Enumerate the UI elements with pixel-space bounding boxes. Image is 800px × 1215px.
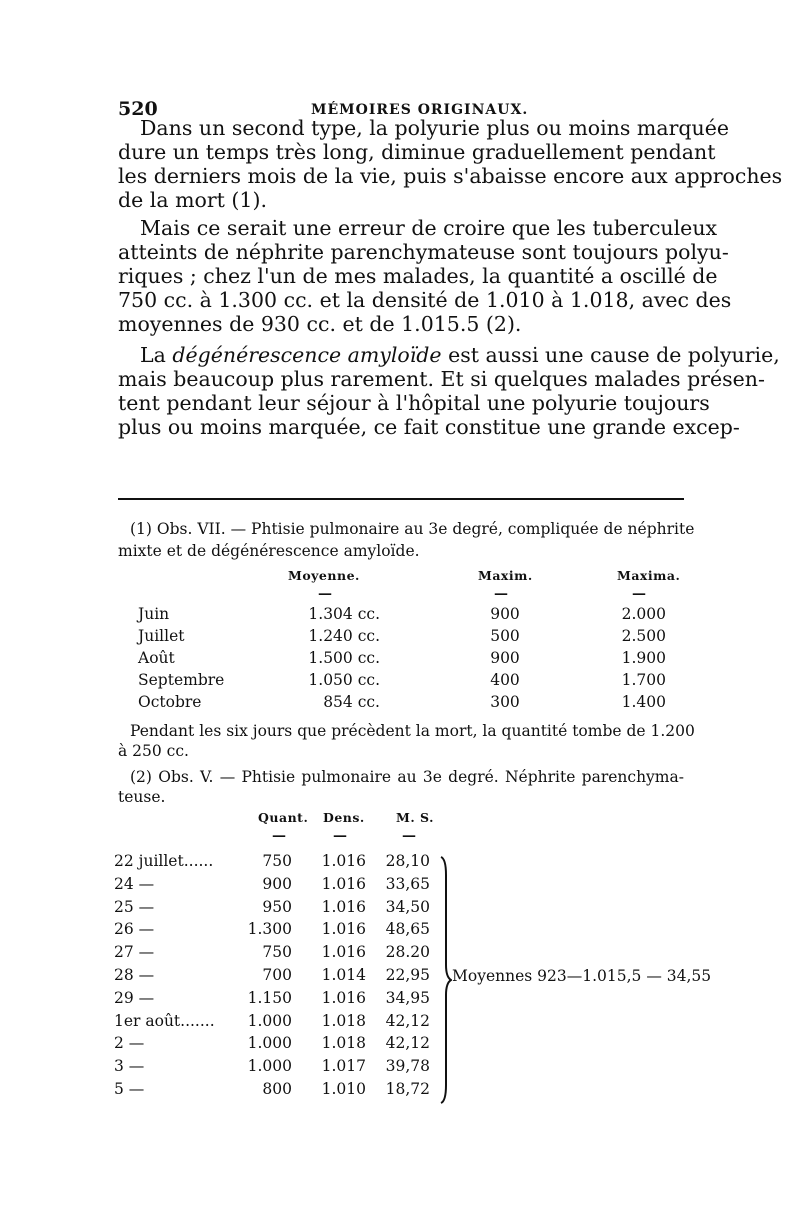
- footnote-2-line: teuse.: [118, 788, 166, 806]
- moyennes-summary: Moyennes 923—1.015,5 — 34,55: [452, 967, 712, 985]
- maxim-cell: 900: [490, 605, 520, 623]
- body-line: 750 cc. à 1.300 cc. et la densité de 1.010 à 1.018, avec des: [118, 288, 732, 312]
- quant-cell: 750: [262, 852, 292, 870]
- page-number: 520: [118, 98, 158, 120]
- body-line: plus ou moins marquée, ce fait constitue une grande excep-: [118, 415, 740, 439]
- col-dens: Dens.: [323, 810, 365, 825]
- dens-cell: 1.018: [321, 1012, 366, 1030]
- date-cell: 27 —: [114, 943, 155, 961]
- month-cell: Octobre: [138, 693, 202, 711]
- moyenne-cell: 1.304 cc.: [308, 605, 380, 623]
- footnote-1-after: à 250 cc.: [118, 742, 189, 760]
- footnote-rule: [118, 498, 684, 500]
- footnote-2-line: (2) Obs. V. — Phtisie pulmonaire au 3e degré. Néphrite parenchyma-: [130, 768, 684, 786]
- footnote-1-line: (1) Obs. VII. — Phtisie pulmonaire au 3e degré, compliquée de néphrite: [130, 520, 695, 538]
- date-cell: 25 —: [114, 898, 155, 916]
- ms-cell: 48,65: [385, 920, 430, 938]
- maxima-cell: 2.500: [621, 627, 666, 645]
- body-line: mais beaucoup plus rarement. Et si quelques malades présen-: [118, 367, 765, 391]
- date-cell: 24 —: [114, 875, 155, 893]
- quant-cell: 700: [262, 966, 292, 984]
- col-maxima: Maxima.: [617, 568, 681, 583]
- ms-cell: 33,65: [385, 875, 430, 893]
- ms-cell: 22,95: [385, 966, 430, 984]
- ms-cell: 42,12: [385, 1034, 430, 1052]
- running-title: MÉMOIRES ORIGINAUX.: [311, 102, 529, 118]
- dens-cell: 1.016: [321, 852, 366, 870]
- quant-cell: 750: [262, 943, 292, 961]
- maxim-cell: 500: [490, 627, 520, 645]
- dens-cell: 1.016: [321, 920, 366, 938]
- quant-cell: 1.000: [247, 1057, 292, 1075]
- moyenne-cell: 1.240 cc.: [308, 627, 380, 645]
- month-cell: Juillet: [138, 627, 185, 645]
- month-cell: Juin: [138, 605, 170, 623]
- dens-cell: 1.018: [321, 1034, 366, 1052]
- moyenne-cell: 854 cc.: [323, 693, 380, 711]
- date-cell: 3 —: [114, 1057, 145, 1075]
- body-line: riques ; chez l'un de mes malades, la quantité a oscillé de: [118, 264, 718, 288]
- maxima-cell: 2.000: [621, 605, 666, 623]
- date-cell: 22 juillet......: [114, 852, 214, 870]
- col-dash: —: [402, 828, 416, 844]
- col-quant: Quant.: [258, 810, 309, 825]
- body-line: Dans un second type, la polyurie plus ou moins marquée: [140, 116, 729, 140]
- dens-cell: 1.016: [321, 875, 366, 893]
- ms-cell: 28.20: [385, 943, 430, 961]
- body-line-italic: La dégénérescence amyloïde est aussi une cause de polyurie,: [140, 343, 780, 367]
- ms-cell: 18,72: [385, 1080, 430, 1098]
- quant-cell: 950: [262, 898, 292, 916]
- quant-cell: 1.000: [247, 1034, 292, 1052]
- maxim-cell: 400: [490, 671, 520, 689]
- quant-cell: 1.000: [247, 1012, 292, 1030]
- date-cell: 1er août.......: [114, 1012, 215, 1030]
- date-cell: 26 —: [114, 920, 155, 938]
- dens-cell: 1.016: [321, 989, 366, 1007]
- right-brace-icon: [438, 855, 452, 1105]
- footnote-1-line: mixte et de dégénérescence amyloïde.: [118, 542, 420, 560]
- italic-term: dégénérescence amyloïde: [172, 343, 442, 367]
- quant-cell: 1.150: [247, 989, 292, 1007]
- maxim-cell: 300: [490, 693, 520, 711]
- moyenne-cell: 1.500 cc.: [308, 649, 380, 667]
- dens-cell: 1.010: [321, 1080, 366, 1098]
- ms-cell: 39,78: [385, 1057, 430, 1075]
- col-ms: M. S.: [396, 810, 434, 825]
- ms-cell: 42,12: [385, 1012, 430, 1030]
- maxima-cell: 1.400: [621, 693, 666, 711]
- moyenne-cell: 1.050 cc.: [308, 671, 380, 689]
- body-line: dure un temps très long, diminue graduellement pendant: [118, 140, 716, 164]
- quant-cell: 800: [262, 1080, 292, 1098]
- body-line: Mais ce serait une erreur de croire que les tuberculeux: [140, 216, 718, 240]
- col-dash: —: [272, 828, 286, 844]
- body-line: tent pendant leur séjour à l'hôpital une polyurie toujours: [118, 391, 710, 415]
- ms-cell: 34,95: [385, 989, 430, 1007]
- ms-cell: 28,10: [385, 852, 430, 870]
- footnote-1-after: Pendant les six jours que précèdent la mort, la quantité tombe de 1.200: [130, 722, 695, 740]
- col-dash: —: [318, 586, 332, 602]
- maxima-cell: 1.900: [621, 649, 666, 667]
- body-line: les derniers mois de la vie, puis s'abaisse encore aux approches: [118, 164, 783, 188]
- maxim-cell: 900: [490, 649, 520, 667]
- body-line: atteints de néphrite parenchymateuse sont toujours polyu-: [118, 240, 729, 264]
- col-dash: —: [632, 586, 646, 602]
- maxima-cell: 1.700: [621, 671, 666, 689]
- body-line: de la mort (1).: [118, 188, 267, 212]
- quant-cell: 900: [262, 875, 292, 893]
- date-cell: 2 —: [114, 1034, 145, 1052]
- month-cell: Septembre: [138, 671, 225, 689]
- date-cell: 5 —: [114, 1080, 145, 1098]
- col-dash: —: [333, 828, 347, 844]
- dens-cell: 1.014: [321, 966, 366, 984]
- dens-cell: 1.016: [321, 898, 366, 916]
- date-cell: 29 —: [114, 989, 155, 1007]
- col-moyenne: Moyenne.: [288, 568, 360, 583]
- col-dash: —: [494, 586, 508, 602]
- col-maxim: Maxim.: [478, 568, 533, 583]
- month-cell: Août: [138, 649, 175, 667]
- dens-cell: 1.016: [321, 943, 366, 961]
- quant-cell: 1.300: [247, 920, 292, 938]
- body-line: moyennes de 930 cc. et de 1.015.5 (2).: [118, 312, 522, 336]
- date-cell: 28 —: [114, 966, 155, 984]
- ms-cell: 34,50: [385, 898, 430, 916]
- dens-cell: 1.017: [321, 1057, 366, 1075]
